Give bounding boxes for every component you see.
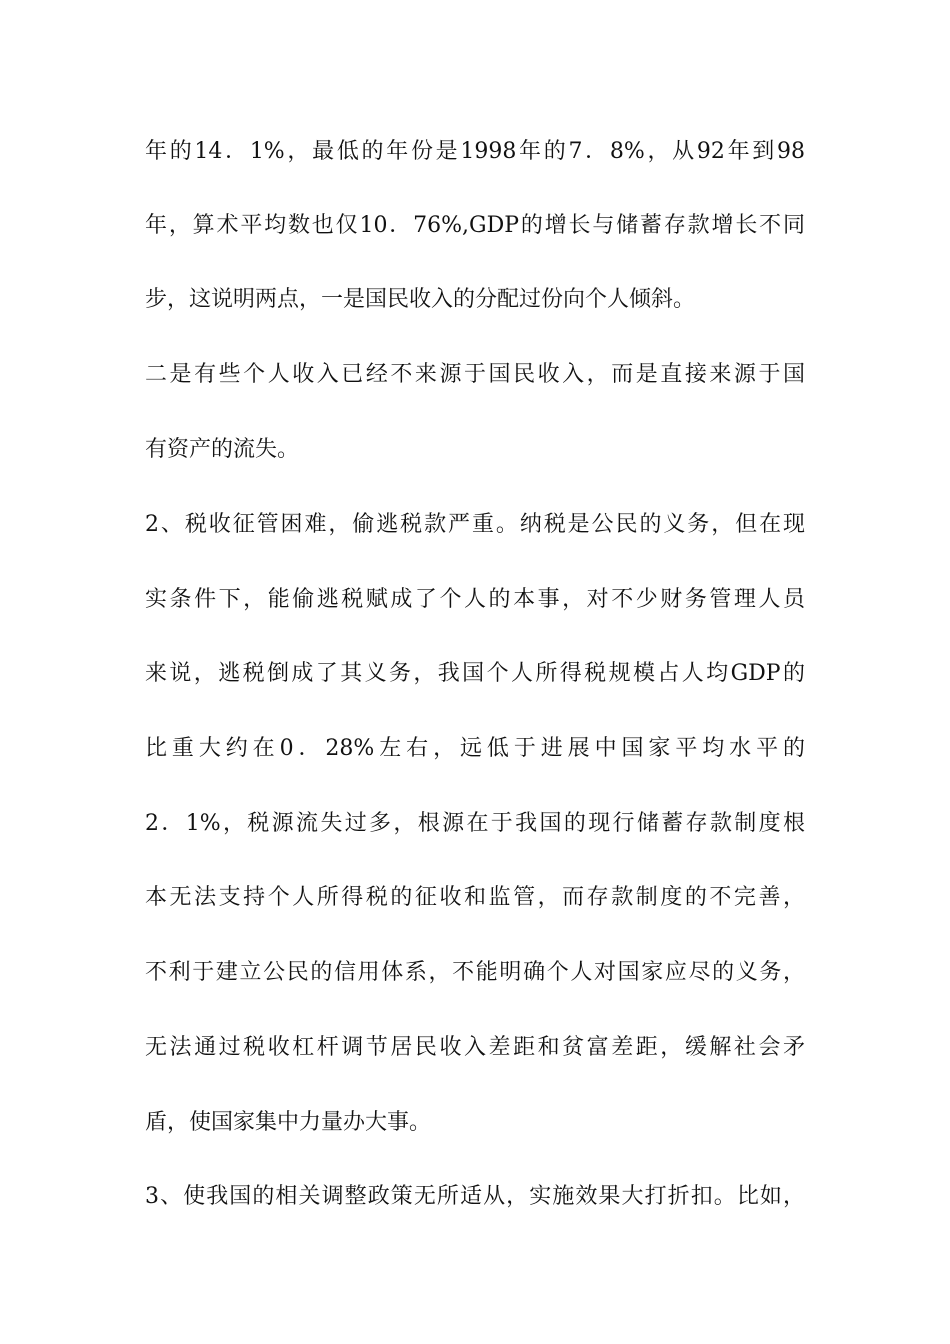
text-line-11: 本无法支持个人所得税的征收和监管，而存款制度的不完善，: [145, 885, 805, 910]
text-line-12: 不利于建立公民的信用体系，不能明确个人对国家应尽的义务，: [145, 960, 805, 985]
text-line-10: 2．1%，税源流失过多，根源在于我国的现行储蓄存款制度根: [145, 811, 805, 836]
text-line-2: 年，算术平均数也仅10．76%,GDP的增长与储蓄存款增长不同: [145, 213, 805, 238]
text-line-13: 无法通过税收杠杆调节居民收入差距和贫富差距，缓解社会矛: [145, 1035, 805, 1060]
text-line-5: 有资产的流失。: [145, 437, 300, 462]
text-line-1: 年的14．1%，最低的年份是1998年的7．8%，从92年到98: [145, 139, 805, 164]
text-line-9: 比重大约在0．28%左右，远低于进展中国家平均水平的: [145, 736, 805, 761]
text-line-8: 来说，逃税倒成了其义务，我国个人所得税规模占人均GDP的: [145, 661, 805, 686]
text-line-14: 盾，使国家集中力量办大事。: [145, 1110, 432, 1135]
text-line-15: 3、使我国的相关调整政策无所适从，实施效果大打折扣。比如，: [145, 1184, 805, 1209]
text-line-3: 步，这说明两点，一是国民收入的分配过份向个人倾斜。: [145, 287, 696, 312]
text-line-6: 2、税收征管困难，偷逃税款严重。纳税是公民的义务，但在现: [145, 512, 805, 537]
text-line-7: 实条件下，能偷逃税赋成了个人的本事，对不少财务管理人员: [145, 587, 805, 612]
text-line-4: 二是有些个人收入已经不来源于国民收入，而是直接来源于国: [145, 362, 805, 387]
